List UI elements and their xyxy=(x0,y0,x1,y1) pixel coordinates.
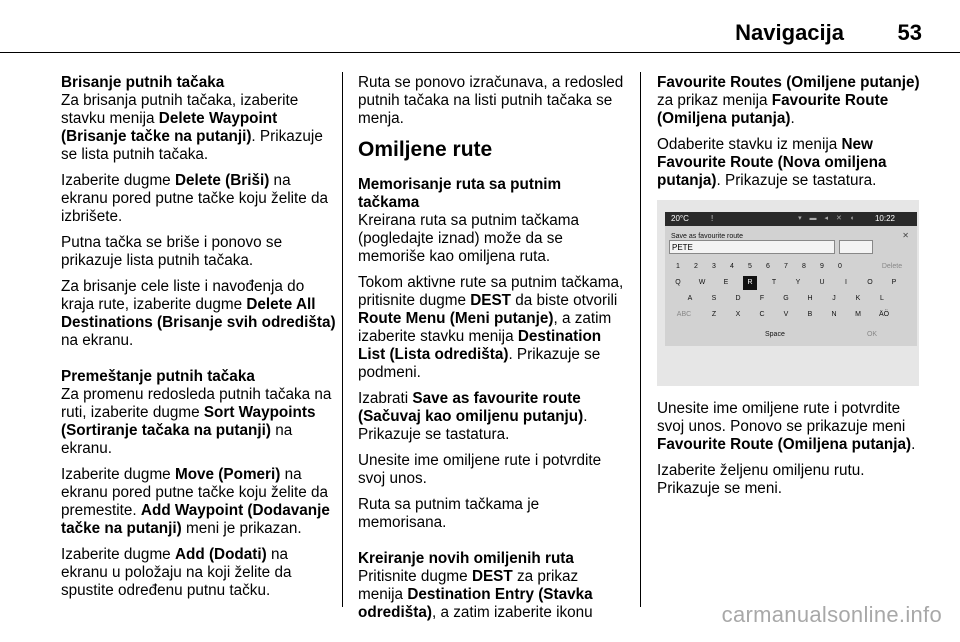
paragraph: Izaberite željenu omiljenu rutu. Prikazuje se meni. xyxy=(657,462,865,497)
keyboard-row-2 xyxy=(665,292,917,306)
paragraph: Pritisnite dugme DEST za prikaz menija Destination Entry (Stavka odredišta), a zatim izaberite ikonu xyxy=(358,568,593,621)
keyboard-row-1 xyxy=(665,276,917,290)
paragraph: Unesite ime omiljene rute i potvrdite svoj unos. Ponovo se prikazuje meni Favourite Route (Omiljena putanja). xyxy=(657,400,916,453)
keyboard-key[interactable]: 8 xyxy=(802,263,806,270)
ok-key[interactable]: OK xyxy=(866,331,878,338)
on-screen-keyboard xyxy=(665,226,917,346)
keyboard-key[interactable]: Delete xyxy=(881,263,903,270)
column-divider-1 xyxy=(342,72,343,607)
keyboard-key[interactable]: 7 xyxy=(784,263,788,270)
keyboard-key[interactable]: Z xyxy=(711,311,717,318)
chapter-title: Navigacija xyxy=(735,20,844,45)
keyboard-key[interactable]: S xyxy=(711,295,717,302)
heading-move-waypoints: Premeštanje putnih tačaka xyxy=(61,368,255,385)
paragraph: Ruta sa putnim tačkama je memorisana. xyxy=(358,496,540,531)
route-name-input[interactable]: PETE xyxy=(669,240,835,254)
keyboard-key[interactable]: K xyxy=(855,295,861,302)
page-header xyxy=(0,14,960,54)
keyboard-key[interactable]: D xyxy=(735,295,741,302)
temperature-readout: 20°C xyxy=(671,214,689,223)
keyboard-key[interactable]: T xyxy=(771,279,777,286)
keyboard-screen-illustration xyxy=(657,200,919,386)
keyboard-key[interactable]: F xyxy=(759,295,765,302)
paragraph: Odaberite stavku iz menija New Favourite Route (Nova omiljena putanja). Prikazuje se tastatura. xyxy=(657,136,887,189)
keyboard-row-3 xyxy=(665,308,917,322)
keyboard-key[interactable]: H xyxy=(807,295,813,302)
keyboard-key[interactable]: I xyxy=(845,279,847,286)
keyboard-key[interactable]: L xyxy=(880,295,884,302)
suggestion-field xyxy=(839,240,873,254)
keyboard-key[interactable]: N xyxy=(831,311,837,318)
paragraph: Putna tačka se briše i ponovo se prikazuje lista putnih tačaka. xyxy=(61,234,283,269)
paragraph: Za brisanje cele liste i navođenja do kraja rute, izaberite dugme Delete All Destinations (Brisanje svih odredišta) na ekranu. xyxy=(61,278,336,349)
keyboard-key[interactable]: ÄÖ xyxy=(878,311,890,318)
paragraph: Izaberite dugme Delete (Briši) na ekranu pored putne tačke koju želite da izbrišete. xyxy=(61,172,329,225)
keyboard-key[interactable]: Q xyxy=(675,279,681,286)
watermark: carmanualsonline.info xyxy=(721,602,942,627)
heading-memorize-routes: Memorisanje ruta sa putnim tačkama xyxy=(358,176,562,211)
keyboard-key[interactable]: A xyxy=(687,295,693,302)
heading-new-favourite-routes: Kreiranje novih omiljenih ruta xyxy=(358,550,574,567)
status-icons: ▾ ▬ ◂ ✕ ◖ xyxy=(798,215,857,222)
paragraph: Kreirana ruta sa putnim tačkama (pogledajte iznad) može da se memoriše kao omiljena ruta. xyxy=(358,212,580,265)
keyboard-key[interactable]: ABC xyxy=(676,311,692,318)
keyboard-key[interactable]: P xyxy=(891,279,897,286)
keyboard-key[interactable]: 2 xyxy=(694,263,698,270)
keyboard-row-digits xyxy=(665,260,917,274)
heading-favourite-routes: Omiljene rute xyxy=(358,138,493,161)
keyboard-key[interactable]: G xyxy=(783,295,789,302)
keyboard-key[interactable]: 9 xyxy=(820,263,824,270)
status-bar xyxy=(665,212,917,226)
column-3 xyxy=(657,74,925,506)
keyboard-key[interactable]: V xyxy=(783,311,789,318)
paragraph: Izabrati Save as favourite route (Sačuvaj kao omiljenu putanju). Prikazuje se tastatura. xyxy=(358,390,588,443)
column-2 xyxy=(358,74,626,630)
keyboard-key[interactable]: U xyxy=(819,279,825,286)
paragraph: Tokom aktivne rute sa putnim tačkama, pritisnite dugme DEST da biste otvorili Route Menu (Meni putanje), a zatim izaberite stavku menija Destination List (Lista odredišta). Prikazuje se podmeni. xyxy=(358,274,624,381)
column-divider-2 xyxy=(640,72,641,607)
keyboard-key[interactable]: 4 xyxy=(730,263,734,270)
heading-delete-waypoints: Brisanje putnih tačaka xyxy=(61,74,225,91)
clock-readout: 10:22 xyxy=(874,214,895,223)
keyboard-key[interactable]: 0 xyxy=(838,263,842,270)
close-icon[interactable]: ✕ xyxy=(902,231,909,240)
keyboard-row-space xyxy=(665,328,917,342)
paragraph: Izaberite dugme Move (Pomeri) na ekranu pored putne tačke koju želite da premestite. Add Waypoint (Dodavanje tačke na putanji) meni je prikazan. xyxy=(61,466,330,537)
paragraph: Favourite Routes (Omiljene putanje) za prikaz menija Favourite Route (Omiljena putanja). xyxy=(657,74,920,127)
keyboard-key[interactable]: 1 xyxy=(676,263,680,270)
column-1 xyxy=(61,74,336,608)
alert-icon: ! xyxy=(711,214,714,223)
keyboard-key[interactable]: Y xyxy=(795,279,801,286)
keyboard-key[interactable]: 3 xyxy=(712,263,716,270)
keyboard-key[interactable]: R xyxy=(743,276,757,290)
space-key[interactable]: Space xyxy=(765,331,785,338)
keyboard-key[interactable]: C xyxy=(759,311,765,318)
keyboard-key[interactable]: 5 xyxy=(748,263,752,270)
keyboard-key[interactable]: M xyxy=(855,311,861,318)
paragraph: Unesite ime omiljene rute i potvrdite svoj unos. xyxy=(358,452,602,487)
page-number: 53 xyxy=(897,20,922,45)
keyboard-key[interactable]: O xyxy=(867,279,873,286)
keyboard-key[interactable]: E xyxy=(723,279,729,286)
infotainment-screen xyxy=(665,212,917,346)
keyboard-key[interactable]: 6 xyxy=(766,263,770,270)
paragraph: Za promenu redosleda putnih tačaka na ruti, izaberite dugme Sort Waypoints (Sortiranje tačaka na putanji) na ekranu. xyxy=(61,386,332,457)
keyboard-key[interactable]: B xyxy=(807,311,813,318)
keyboard-title: Save as favourite route xyxy=(671,233,743,240)
keyboard-key[interactable]: J xyxy=(832,295,836,302)
keyboard-key[interactable]: W xyxy=(698,279,706,286)
paragraph: Ruta se ponovo izračunava, a redosled putnih tačaka na listi putnih tačaka se menja. xyxy=(358,74,624,127)
paragraph: Izaberite dugme Add (Dodati) na ekranu u položaju na koji želite da spustite određenu putnu tačku. xyxy=(61,546,292,599)
paragraph: Za brisanja putnih tačaka, izaberite stavku menija Delete Waypoint (Brisanje tačke na putanji). Prikazuje se lista putnih tačaka. xyxy=(61,92,323,163)
keyboard-key[interactable]: X xyxy=(735,311,741,318)
header-rule xyxy=(0,52,960,53)
